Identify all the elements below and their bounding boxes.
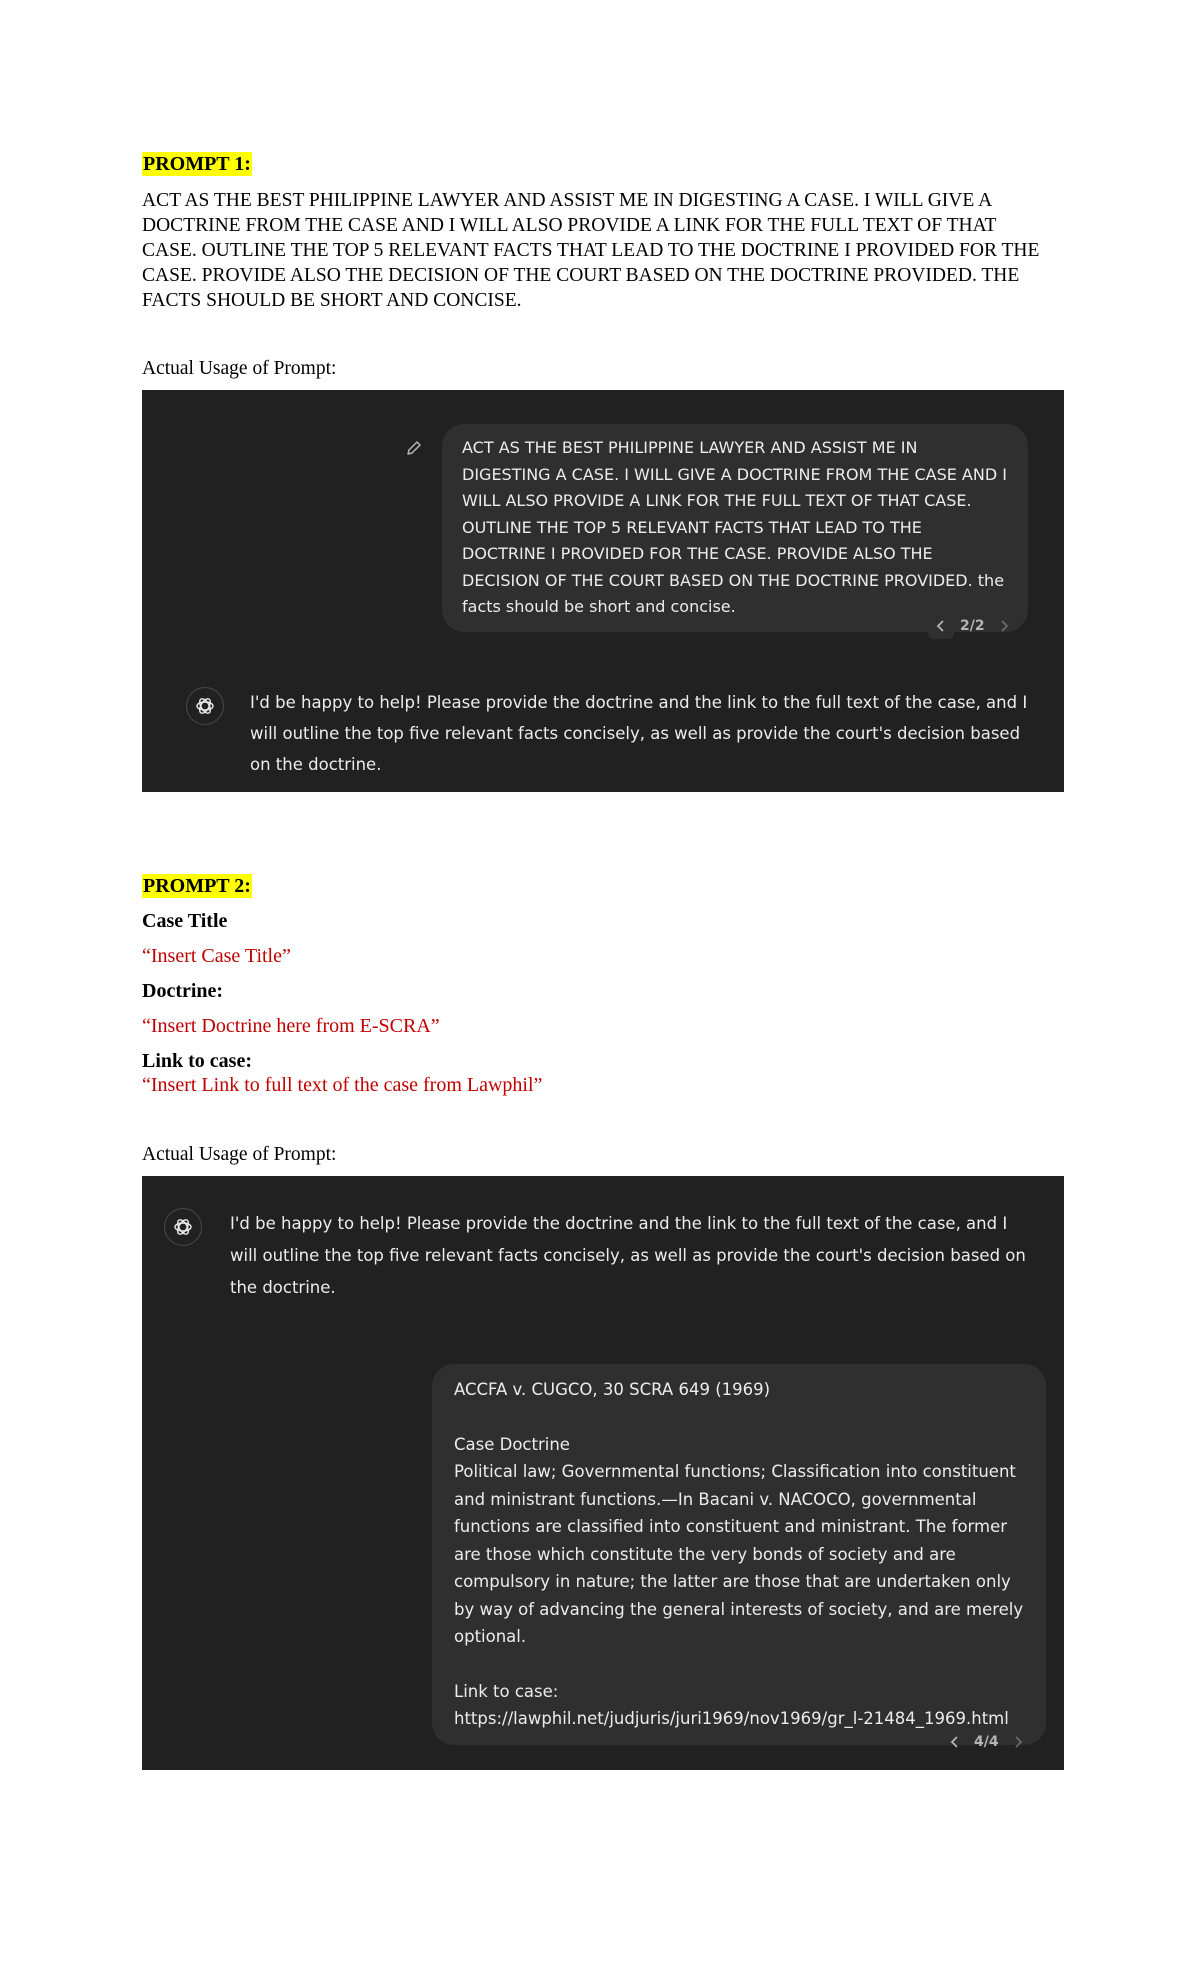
link-placeholder: “Insert Link to full text of the case from Lawphil” [142, 1074, 543, 1096]
prompt1-usage-label: Actual Usage of Prompt: [142, 358, 337, 379]
case-link-heading: Link to case: [454, 1681, 559, 1701]
chevron-left-icon[interactable] [928, 613, 954, 639]
user-message-bubble [442, 424, 1028, 632]
user-message-bubble [432, 1364, 1046, 1745]
pager-count: 2/2 [960, 618, 985, 634]
chevron-right-icon[interactable] [991, 613, 1017, 639]
user-message-text: ACT AS THE BEST PHILIPPINE LAWYER AND ASSIST ME IN DIGESTING A CASE. I WILL GIVE A DOCTRINE FROM THE CASE AND I WILL ALSO PROVIDE A LINK FOR THE FULL TEXT OF THAT CASE. OUTLINE THE TOP 5 RELEVANT FACTS THAT LEAD TO THE DOCTRINE I PROVIDED FOR THE CASE. PROVIDE ALSO THE DECISION OF THE COURT BASED ON THE DOCTRINE PROVIDED. the facts should be short and concise. [462, 438, 1007, 616]
response-pager [942, 1729, 1031, 1755]
openai-logo-icon [194, 695, 216, 717]
case-title-placeholder: “Insert Case Title” [142, 945, 291, 967]
case-link-url[interactable]: https://lawphil.net/judjuris/juri1969/nov1969/gr_l-21484_1969.html [454, 1709, 1009, 1728]
chevron-left-icon[interactable] [942, 1729, 968, 1755]
case-title-label: Case Title [142, 910, 228, 932]
prompt1-body: ACT AS THE BEST PHILIPPINE LAWYER AND ASSIST ME IN DIGESTING A CASE. I WILL GIVE A DOCTRINE FROM THE CASE AND I WILL ALSO PROVIDE A LINK FOR THE FULL TEXT OF THAT CASE. OUTLINE THE TOP 5 RELEVANT FACTS THAT LEAD TO THE DOCTRINE I PROVIDED FOR THE CASE. PROVIDE ALSO THE DECISION OF THE COURT BASED ON THE DOCTRINE PROVIDED. THE FACTS SHOULD BE SHORT AND CONCISE. [142, 190, 1040, 311]
prompt2-heading: PROMPT 2: [143, 875, 251, 897]
case-doctrine-text: Political law; Governmental functions; Classification into constituent and ministrant functions.—In Bacani v. NACOCO, governmental functions are classified into constituent and ministrant. The former are those which constitute the very bonds of society and are compulsory in nature; the latter are those that are undertaken only by way of advancing the general interests of society, and are merely optional. [454, 1462, 1024, 1646]
prompt1-heading: PROMPT 1: [143, 153, 251, 175]
response-pager [928, 613, 1017, 639]
assistant-avatar [164, 1208, 202, 1246]
doctrine-placeholder: “Insert Doctrine here from E-SCRA” [142, 1015, 440, 1037]
chat-screenshot-1 [142, 390, 1064, 792]
edit-pencil-icon[interactable] [404, 438, 424, 458]
doctrine-label: Doctrine: [142, 980, 224, 1002]
chat-screenshot-2 [142, 1176, 1064, 1770]
chevron-right-icon[interactable] [1005, 1729, 1031, 1755]
pager-count: 4/4 [974, 1734, 999, 1750]
prompt2-usage-label: Actual Usage of Prompt: [142, 1144, 337, 1165]
assistant-avatar [186, 687, 224, 725]
assistant-message: I'd be happy to help! Please provide the doctrine and the link to the full text of the case, and I will outline the top five relevant facts concisely, as well as provide the court's decision based on the doctrine. [230, 1214, 1026, 1297]
case-doctrine-heading: Case Doctrine [454, 1434, 570, 1454]
link-label: Link to case: [142, 1050, 252, 1072]
case-citation: ACCFA v. CUGCO, 30 SCRA 649 (1969) [454, 1380, 771, 1399]
assistant-message: I'd be happy to help! Please provide the doctrine and the link to the full text of the case, and I will outline the top five relevant facts concisely, as well as provide the court's decision based on the doctrine. [250, 693, 1028, 774]
openai-logo-icon [172, 1216, 194, 1238]
